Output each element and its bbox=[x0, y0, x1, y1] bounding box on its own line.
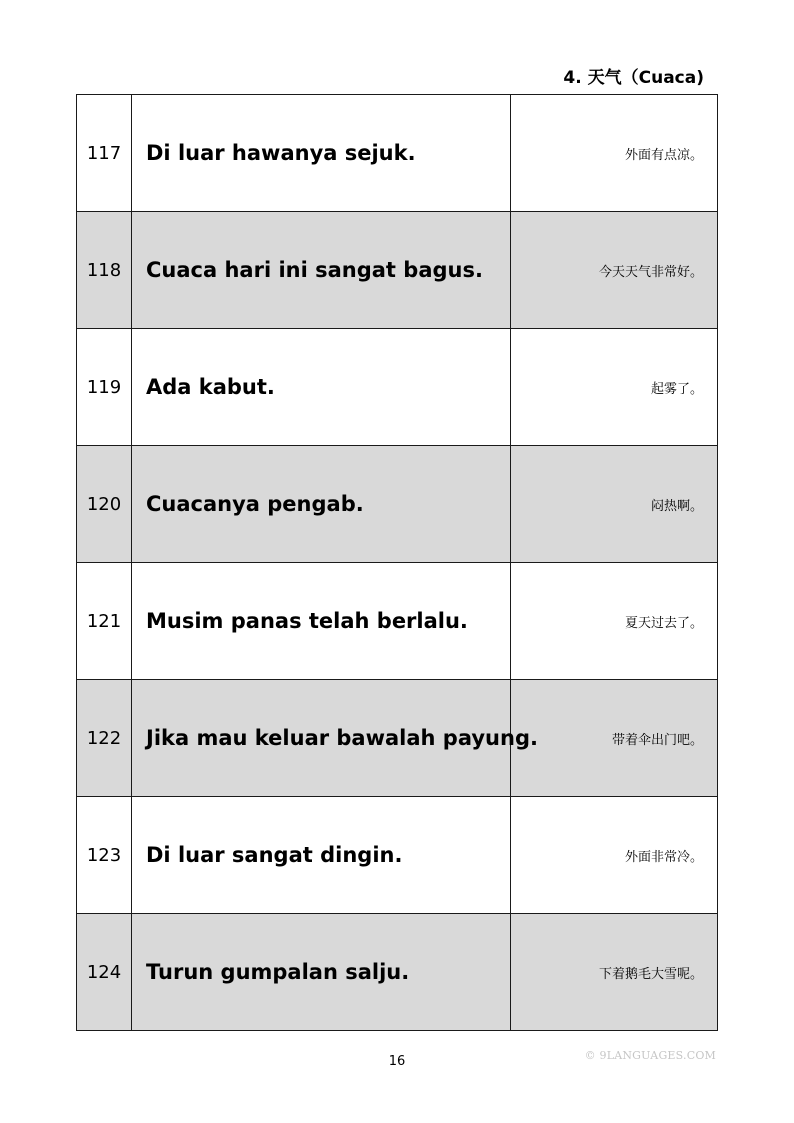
table-row bbox=[77, 914, 718, 1031]
row-number: 118 bbox=[77, 212, 132, 329]
chinese-translation: 下着鹅毛大雪呢。 bbox=[511, 914, 718, 1031]
chinese-translation: 闷热啊。 bbox=[511, 446, 718, 563]
indonesian-phrase: Di luar sangat dingin. bbox=[132, 797, 511, 914]
chinese-translation: 今天天气非常好。 bbox=[511, 212, 718, 329]
indonesian-phrase: Ada kabut. bbox=[132, 329, 511, 446]
chinese-translation: 起雾了。 bbox=[511, 329, 718, 446]
row-number: 117 bbox=[77, 95, 132, 212]
row-number: 123 bbox=[77, 797, 132, 914]
table-row bbox=[77, 212, 718, 329]
indonesian-phrase: Turun gumpalan salju. bbox=[132, 914, 511, 1031]
row-number: 121 bbox=[77, 563, 132, 680]
row-number: 119 bbox=[77, 329, 132, 446]
chinese-translation: 外面非常冷。 bbox=[511, 797, 718, 914]
table-row bbox=[77, 797, 718, 914]
table-row bbox=[77, 563, 718, 680]
copyright-watermark: © 9LANGUAGES.COM bbox=[584, 1049, 716, 1062]
indonesian-phrase: Musim panas telah berlalu. bbox=[132, 563, 511, 680]
table-row bbox=[77, 446, 718, 563]
page-number: 16 bbox=[388, 1054, 406, 1069]
indonesian-phrase: Jika mau keluar bawalah payung. bbox=[132, 680, 511, 797]
table-row bbox=[77, 680, 718, 797]
indonesian-phrase: Cuacanya pengab. bbox=[132, 446, 511, 563]
row-number: 124 bbox=[77, 914, 132, 1031]
chinese-translation: 外面有点凉。 bbox=[511, 95, 718, 212]
chinese-translation: 带着伞出门吧。 bbox=[511, 680, 718, 797]
indonesian-phrase: Di luar hawanya sejuk. bbox=[132, 95, 511, 212]
section-title: 4. 天气（Cuaca) bbox=[563, 68, 704, 88]
chinese-translation: 夏天过去了。 bbox=[511, 563, 718, 680]
table-row bbox=[77, 95, 718, 212]
row-number: 120 bbox=[77, 446, 132, 563]
row-number: 122 bbox=[77, 680, 132, 797]
table-row bbox=[77, 329, 718, 446]
indonesian-phrase: Cuaca hari ini sangat bagus. bbox=[132, 212, 511, 329]
phrase-table bbox=[76, 94, 718, 1031]
